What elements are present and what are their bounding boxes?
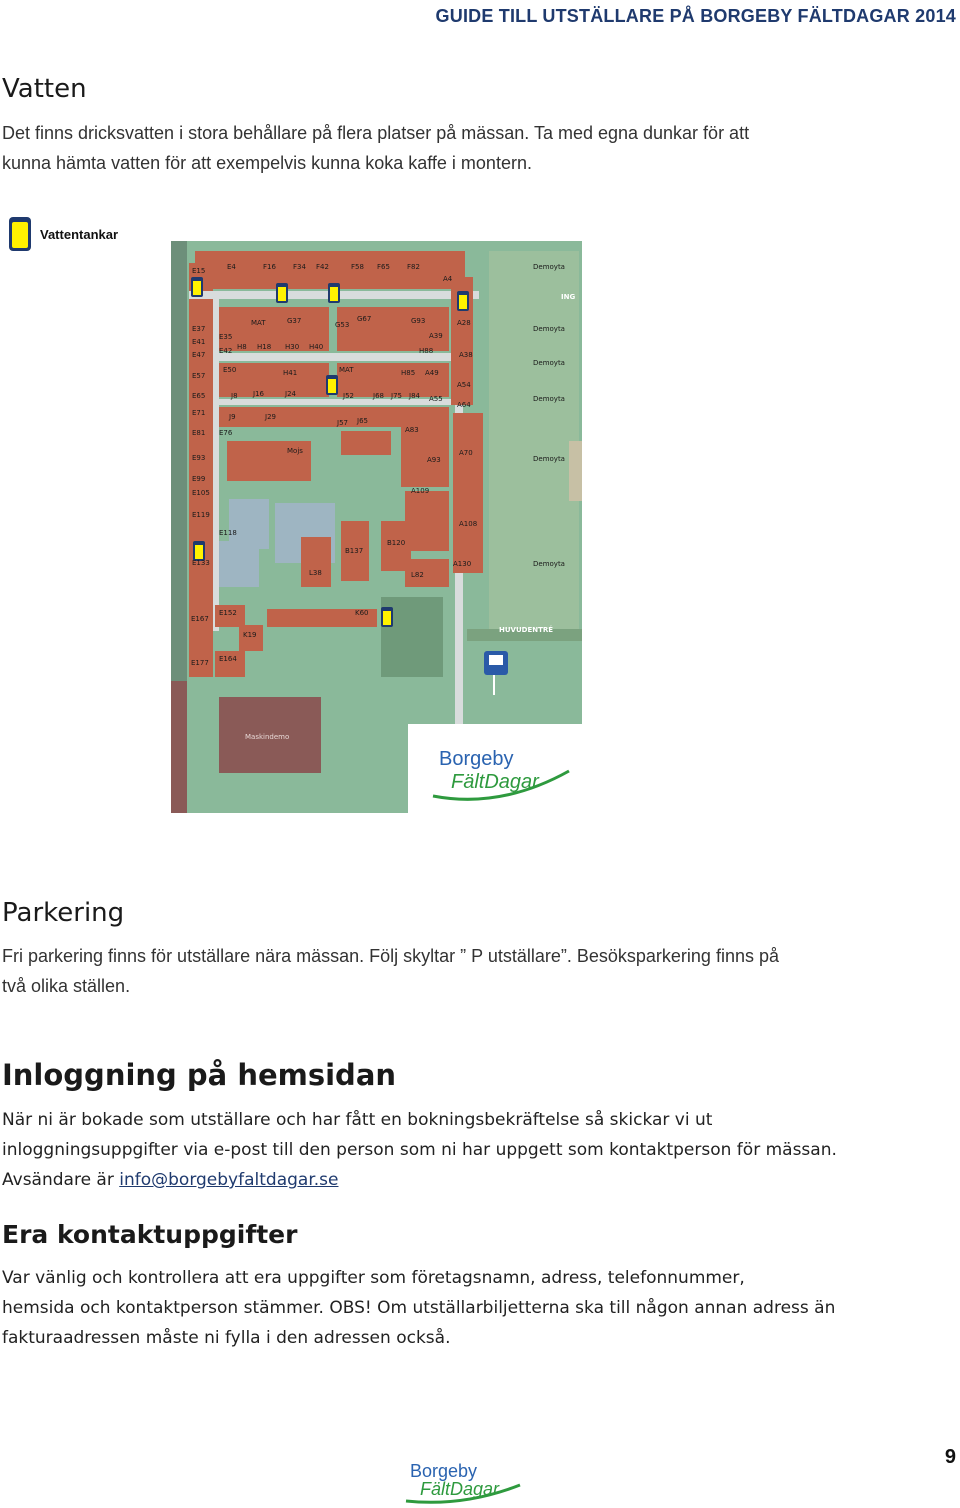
map-label: F65 bbox=[377, 263, 390, 271]
vatten-heading: Vatten bbox=[2, 74, 87, 104]
map-label: E71 bbox=[192, 409, 206, 417]
map-label: E105 bbox=[192, 489, 210, 497]
map-label: H8 bbox=[237, 343, 247, 351]
map-label: E81 bbox=[192, 429, 206, 437]
map-label: A83 bbox=[405, 426, 419, 434]
map-label: G37 bbox=[287, 317, 302, 325]
map-label: Maskindemo bbox=[245, 733, 290, 741]
map-label: F34 bbox=[293, 263, 306, 271]
map-label: G93 bbox=[411, 317, 426, 325]
inloggning-text-line1: När ni är bokade som utställare och har fått en bokningsbekräftelse så skickar vi ut bbox=[2, 1110, 713, 1130]
map-label: L82 bbox=[411, 571, 424, 579]
vatten-text-line1: Det finns dricksvatten i stora behållare på flera platser på mässan. Ta med egna dunkar för att bbox=[2, 123, 750, 143]
page-number: 9 bbox=[944, 1446, 956, 1468]
inloggning-line3-prefix: Avsändare är bbox=[2, 1170, 120, 1190]
legend-label: Vattentankar bbox=[40, 226, 119, 242]
map-label: H30 bbox=[285, 343, 300, 351]
map-label: A64 bbox=[457, 401, 471, 409]
kontakt-heading: Era kontaktuppgifter bbox=[2, 1220, 298, 1249]
map-label: B137 bbox=[345, 547, 364, 555]
map-label: E41 bbox=[192, 338, 206, 346]
map-label: E177 bbox=[191, 659, 209, 667]
parkering-heading: Parkering bbox=[2, 898, 125, 928]
map-label: H18 bbox=[257, 343, 272, 351]
map-label: A4 bbox=[443, 275, 453, 283]
map-label: E47 bbox=[192, 351, 206, 359]
map-label: Demoyta bbox=[533, 455, 565, 463]
svg-text:Borgeby: Borgeby bbox=[410, 1461, 478, 1481]
map-label: J68 bbox=[373, 392, 384, 400]
map-label: F42 bbox=[316, 263, 329, 271]
map-label: B120 bbox=[387, 539, 406, 547]
map-label: E37 bbox=[192, 325, 206, 333]
map-label: E4 bbox=[227, 263, 236, 271]
map-label: E93 bbox=[192, 454, 206, 462]
svg-text:FältDagar: FältDagar bbox=[451, 771, 539, 793]
map-label: L38 bbox=[309, 569, 322, 577]
map-label: Demoyta bbox=[533, 395, 565, 403]
map-label: E35 bbox=[219, 333, 233, 341]
map-label: E164 bbox=[219, 655, 237, 663]
map-label: E42 bbox=[219, 347, 233, 355]
map-label: H41 bbox=[283, 369, 298, 377]
map-label: Demoyta bbox=[533, 325, 565, 333]
map-label: F58 bbox=[351, 263, 364, 271]
map-label: H88 bbox=[419, 347, 434, 355]
map-label: J9 bbox=[229, 413, 236, 421]
map-label: J16 bbox=[253, 390, 264, 398]
kontakt-text-line3: fakturaadressen måste ni fylla i den adressen också. bbox=[2, 1328, 451, 1348]
map-label: E65 bbox=[192, 392, 206, 400]
map-label: G67 bbox=[357, 315, 372, 323]
map-label: K60 bbox=[355, 609, 369, 617]
map-label: HUVUDENTRÉ bbox=[499, 626, 554, 634]
map-label: E152 bbox=[219, 609, 237, 617]
map-label: A108 bbox=[459, 520, 478, 528]
fair-map bbox=[171, 241, 582, 813]
map-label: MAT bbox=[339, 366, 354, 374]
map-label: J65 bbox=[357, 417, 368, 425]
inloggning-heading: Inloggning på hemsidan bbox=[2, 1058, 397, 1092]
map-label: J8 bbox=[231, 392, 238, 400]
map-label: E50 bbox=[223, 366, 237, 374]
parkering-text-line1: Fri parkering finns för utställare nära mässan. Följ skyltar ” P utställare”. Besöksparkering finns på bbox=[2, 946, 779, 966]
parkering-text-line2: två olika ställen. bbox=[2, 976, 131, 996]
map-label: Demoyta bbox=[533, 263, 565, 271]
email-link[interactable]: info@borgebyfaltdagar.se bbox=[119, 1170, 339, 1190]
map-label: Mojs bbox=[287, 447, 303, 455]
map-label: K19 bbox=[243, 631, 257, 639]
inloggning-text-line3 bbox=[2, 1165, 338, 1195]
map-label: Demoyta bbox=[533, 560, 565, 568]
map-label: H85 bbox=[401, 369, 416, 377]
map-label: E76 bbox=[219, 429, 233, 437]
map-label: F16 bbox=[263, 263, 276, 271]
map-label: A38 bbox=[459, 351, 473, 359]
map-label: E99 bbox=[192, 475, 206, 483]
kontakt-text-line2: hemsida och kontaktperson stämmer. OBS! Om utställarbiljetterna ska till någon annan adress än bbox=[2, 1298, 836, 1318]
map-label: E167 bbox=[191, 615, 209, 623]
svg-text:Borgeby: Borgeby bbox=[439, 748, 514, 770]
map-legend bbox=[6, 216, 118, 252]
footer-logo bbox=[404, 1455, 524, 1505]
kontakt-text-line1: Var vänlig och kontrollera att era uppgifter som företagsnamn, adress, telefonnummer, bbox=[2, 1268, 745, 1288]
map-label: Demoyta bbox=[533, 359, 565, 367]
map-label: ING bbox=[561, 293, 576, 301]
map-label: E57 bbox=[192, 372, 206, 380]
inloggning-text-line2: inloggningsuppgifter via e-post till den person som ni har uppgett som kontaktperson för mässan. bbox=[2, 1140, 837, 1160]
map-label: MAT bbox=[251, 319, 266, 327]
map-label: J75 bbox=[391, 392, 402, 400]
map-label: E133 bbox=[192, 559, 210, 567]
map-label: J57 bbox=[337, 419, 348, 427]
map-label: E15 bbox=[192, 267, 206, 275]
map-label: A39 bbox=[429, 332, 443, 340]
map-label: A130 bbox=[453, 560, 472, 568]
water-tank-icon bbox=[6, 216, 34, 252]
map-label: F82 bbox=[407, 263, 420, 271]
svg-text:FältDagar: FältDagar bbox=[420, 1479, 500, 1499]
map-label: H40 bbox=[309, 343, 324, 351]
map-label: A70 bbox=[459, 449, 473, 457]
map-label: A49 bbox=[425, 369, 439, 377]
map-label: J52 bbox=[343, 392, 354, 400]
map-label: G53 bbox=[335, 321, 350, 329]
map-label: E119 bbox=[192, 511, 210, 519]
vatten-text-line2: kunna hämta vatten för att exempelvis kunna koka kaffe i montern. bbox=[2, 153, 532, 173]
page-header-title: GUIDE TILL UTSTÄLLARE PÅ BORGEBY FÄLTDAGAR 2014 bbox=[435, 6, 956, 26]
map-label: J84 bbox=[409, 392, 420, 400]
map-label: A54 bbox=[457, 381, 471, 389]
map-label: J24 bbox=[285, 390, 296, 398]
map-label: E118 bbox=[219, 529, 237, 537]
map-label: A109 bbox=[411, 487, 430, 495]
map-label: A93 bbox=[427, 456, 441, 464]
map-label: A55 bbox=[429, 395, 443, 403]
map-label: A28 bbox=[457, 319, 471, 327]
map-label: J29 bbox=[265, 413, 276, 421]
